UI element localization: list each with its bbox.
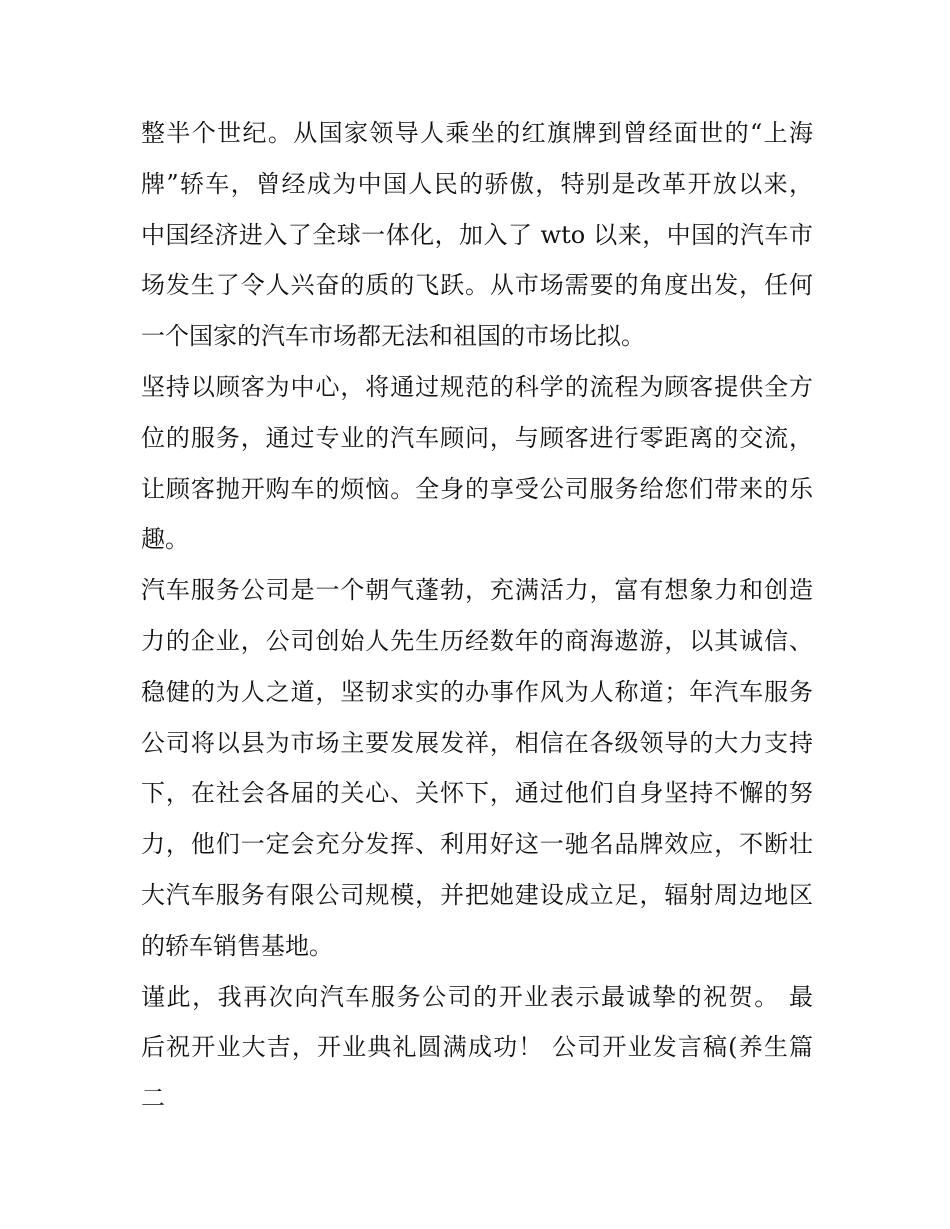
paragraph-line: 的轿车销售基地。 xyxy=(141,931,333,960)
paragraph-line: 大汽车服务有限公司规模，并把她建设成立足，辐射周边地区 xyxy=(141,880,813,909)
paragraph-line: 牌”轿车，曾经成为中国人民的骄傲，特别是改革开放以来， xyxy=(141,169,813,198)
document-body xyxy=(141,108,813,1124)
paragraph-closing xyxy=(141,972,813,1124)
paragraph-line: 后祝开业大吉，开业典礼圆满成功！ 公司开业发言稿(养生篇 xyxy=(141,1033,813,1062)
paragraph-line: 汽车服务公司是一个朝气蓬勃，充满活力，富有想象力和创造 xyxy=(141,576,813,605)
paragraph-line: 谨此，我再次向汽车服务公司的开业表示最诚挚的祝贺。 最 xyxy=(141,982,813,1011)
paragraph-line: 力的企业，公司创始人先生历经数年的商海遨游，以其诚信、 xyxy=(141,626,813,655)
paragraph-line: 坚持以顾客为中心，将通过规范的科学的流程为顾客提供全方 xyxy=(141,372,813,401)
paragraph-line: 位的服务，通过专业的汽车顾问，与顾客进行零距离的交流， xyxy=(141,423,813,452)
paragraph-line: 公司将以县为市场主要发展发祥，相信在各级领导的大力支持 xyxy=(141,728,813,757)
paragraph-line: 一个国家的汽车市场都无法和祖国的市场比拟。 xyxy=(141,322,645,351)
paragraph-line: 趣。 xyxy=(141,525,189,554)
paragraph-history xyxy=(141,108,813,362)
paragraph-line: 让顾客抛开购车的烦恼。全身的享受公司服务给您们带来的乐 xyxy=(141,474,813,503)
paragraph-line: 二 xyxy=(141,1084,165,1113)
paragraph-line: 力，他们一定会充分发挥、利用好这一驰名品牌效应，不断壮 xyxy=(141,830,813,859)
paragraph-line: 中国经济进入了全球一体化，加入了 wto 以来，中国的汽车市 xyxy=(141,220,813,249)
paragraph-line: 稳健的为人之道，坚韧求实的办事作风为人称道；年汽车服务 xyxy=(141,677,813,706)
paragraph-company xyxy=(141,565,813,971)
paragraph-line: 场发生了令人兴奋的质的飞跃。从市场需要的角度出发，任何 xyxy=(141,271,813,300)
paragraph-line: 下，在社会各届的关心、关怀下，通过他们自身坚持不懈的努 xyxy=(141,779,813,808)
paragraph-line: 整半个世纪。从国家领导人乘坐的红旗牌到曾经面世的“上海 xyxy=(141,119,813,147)
paragraph-service xyxy=(141,362,813,565)
